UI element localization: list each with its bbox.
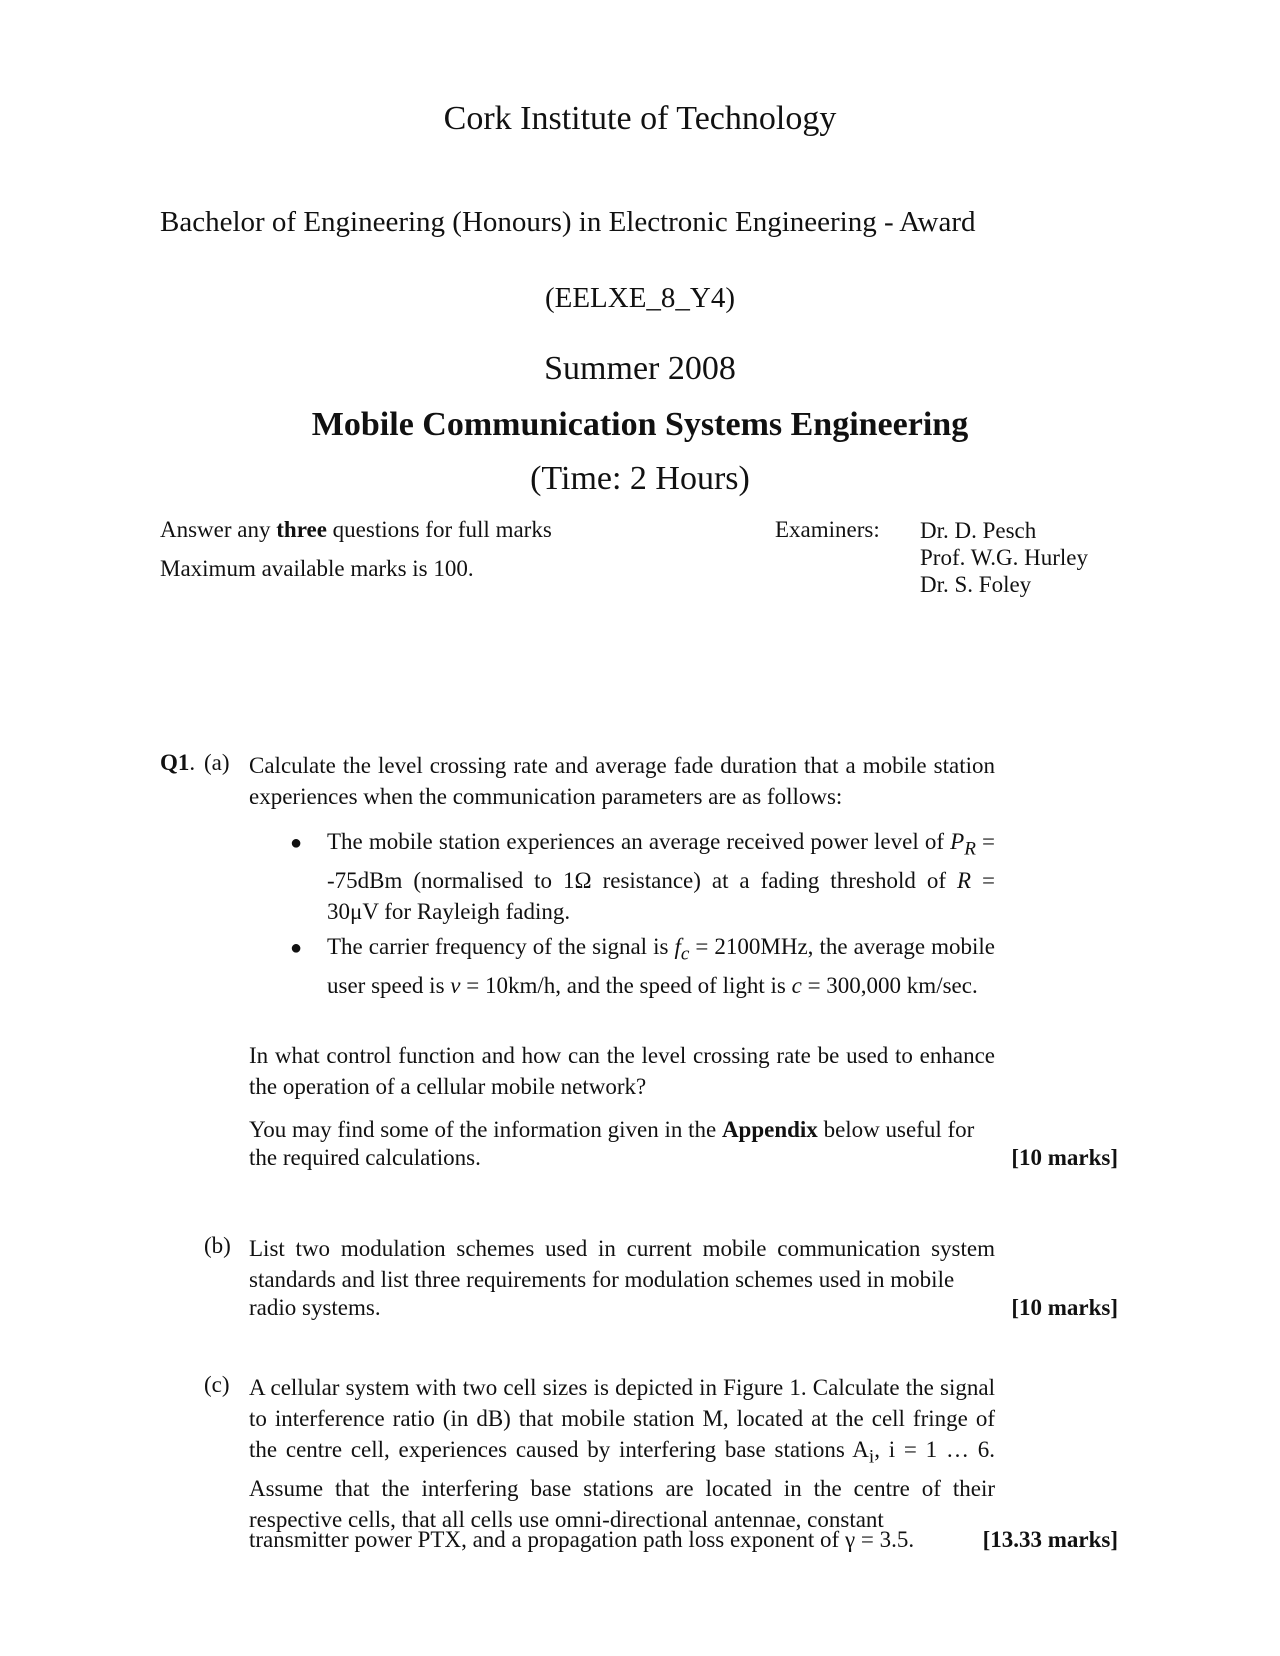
examiners-label: Examiners:: [775, 517, 880, 542]
q1c-text: A cellular system with two cell sizes is depicted in Figure 1. Calculate the signal to interference ratio (in dB) that mobile station M, located at the cell fringe of the centre cell, experiences caused by interfering base stations $A_i$, i = 1 … 6. Assume that the interfering base stations are located in the centre of their respective cells, that all cells use omni-directional antennae, constant: [249, 1375, 995, 1532]
examiner-name: Dr. D. Pesch: [920, 518, 1037, 543]
part-c-label: (c): [204, 1372, 230, 1397]
q1b-text: List two modulation schemes used in current mobile communication system standards and list three requirements for modulation schemes used in mobile: [249, 1236, 995, 1292]
q1c-text-end: transmitter power PTX, and a propagation path loss exponent of γ = 3.5.: [249, 1527, 915, 1552]
q1a-bullet-frequency: The carrier frequency of the signal is $f_c = 2100MHz$, the average mobile user speed is v = 10km/h, and the speed of light is c = 300,000 km/sec.: [327, 934, 995, 998]
marks-a: [10 marks]: [1011, 1145, 1118, 1170]
q1a-bullet-power: The mobile station experiences an average received power level of $P_R = -75dBm$ (normalised to 1Ω resistance) at a fading threshold of R = 30μV for Rayleigh fading.: [327, 829, 995, 924]
q1a-control-question: In what control function and how can the level crossing rate be used to enhance the operation of a cellular mobile network?: [249, 1043, 995, 1099]
instruction-answer: Answer any three questions for full marks: [160, 517, 552, 542]
marks-c: [13.33 marks]: [982, 1527, 1118, 1552]
examiners-list: [920, 517, 1088, 598]
institution-title: Cork Institute of Technology: [443, 100, 837, 137]
exam-duration: (Time: 2 Hours): [530, 460, 750, 497]
question-number: Q1.: [160, 750, 196, 775]
bullet-icon: ●: [290, 937, 303, 959]
examiner-name: Prof. W.G. Hurley: [920, 545, 1089, 570]
degree-title: Bachelor of Engineering (Honours) in Electronic Engineering - Award: [160, 206, 976, 238]
module-title: Mobile Communication Systems Engineering: [311, 406, 969, 443]
part-a-label: (a): [204, 750, 230, 775]
q1a-appendix-note: You may find some of the information given in the Appendix below useful for: [249, 1117, 975, 1142]
bullet-icon: ●: [290, 832, 303, 854]
part-b-label: (b): [204, 1233, 231, 1258]
exam-session: Summer 2008: [544, 350, 736, 387]
examiner-name: Dr. S. Foley: [920, 572, 1032, 597]
q1a-appendix-note-end: the required calculations.: [249, 1145, 481, 1170]
q1a-intro: Calculate the level crossing rate and average fade duration that a mobile station experiences when the communication parameters are as follows:: [249, 753, 995, 809]
instruction-max-marks: Maximum available marks is 100.: [160, 556, 474, 581]
q1b-text-end: radio systems.: [249, 1295, 381, 1320]
marks-b: [10 marks]: [1011, 1295, 1118, 1320]
course-code: (EELXE_8_Y4): [544, 282, 736, 314]
